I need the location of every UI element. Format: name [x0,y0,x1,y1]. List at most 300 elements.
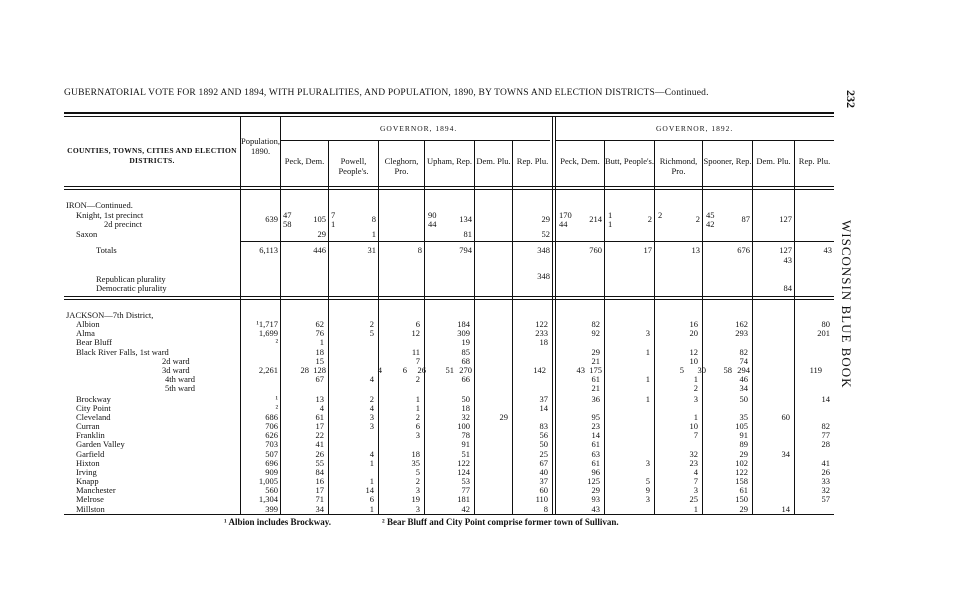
cell: 3 [369,421,374,431]
cell: 84 [783,283,792,293]
row-label: 2d ward [162,356,190,366]
cell: 78 [461,430,470,440]
cell: 348 [537,271,550,281]
cell: 50 [739,394,748,404]
cell: 60 [539,485,548,495]
cell: 44 [428,219,437,229]
cell: 56 [539,430,548,440]
cell: 29 [591,485,600,495]
cell: 5 [645,476,650,486]
row-label-rep-plurality: Republican plurality [96,274,166,284]
cell: 96 [591,467,600,477]
cell: 3 [645,494,650,504]
cell: 105 [735,421,748,431]
cell: 36 [591,394,600,404]
cell: 80 [821,319,830,329]
cell-pop: 2,261 [258,365,278,375]
cell: 43 [783,255,792,265]
row-label: 5th ward [165,383,195,393]
cell: 3 [415,504,420,514]
col-header-counties: COUNTIES, TOWNS, CITIES AND ELECTION DISTRICTS. [67,146,237,165]
footnote-2: ² Bear Bluff and City Point comprise former town of Sullivan. [382,517,619,527]
cell: 16 [689,319,698,329]
cell: 124 [457,467,470,477]
cell: 233 [535,328,548,338]
cell: 23 [689,458,698,468]
cell: 85 [461,347,470,357]
cell: 122 [457,458,470,468]
row-label: Knapp [76,476,99,486]
cell: 14 [539,403,548,413]
cell: 2 [693,383,698,393]
cell: 51 [445,365,454,375]
cell: 1 [693,504,698,514]
cell: 7 [415,356,420,366]
cell: 4 [693,467,698,477]
cell: 82 [739,347,748,357]
cell: 7 [693,430,698,440]
cell: 1 [369,504,374,514]
cell: 61 [591,374,600,384]
cell: 17 [315,485,324,495]
cell: 162 [735,319,748,329]
cell-pop: 696 [265,458,278,468]
cell-pop: 1,699 [258,328,278,338]
cell: 127 [779,214,792,224]
group-header-1894: GOVERNOR, 1894. [380,124,458,133]
col-header: Peck, Dem. [284,156,325,166]
cell: 84 [315,467,324,477]
cell: 71 [315,494,324,504]
cell: 32 [461,412,470,422]
col-header-population: Population, 1890. [241,136,280,156]
cell: 1 [369,458,374,468]
book-title: WISCONSIN BLUE BOOK [839,220,854,389]
cell: 119 [809,365,822,375]
cell: 42 [461,504,470,514]
cell: 18 [411,449,420,459]
cell: 760 [589,245,602,255]
cell: 2 [369,319,374,329]
cell: 6 [402,365,407,375]
cell: 77 [821,430,830,440]
cell: 51 [461,449,470,459]
col-rule [512,140,513,514]
cell: 17 [315,421,324,431]
cell: 1 [331,219,336,229]
cell-pop: 686 [265,412,278,422]
page-number: 232 [844,90,858,108]
row-label: Bear Bluff [76,337,112,347]
cell: 61 [591,458,600,468]
cell: 34 [315,504,324,514]
cell: 12 [689,347,698,357]
col-header: Butt, People's. [605,156,654,166]
cell: 58 [723,365,732,375]
col-header: Rep. Plu. [516,156,549,166]
cell: 30 [697,365,706,375]
cell: 1 [693,412,698,422]
cell: 91 [461,439,470,449]
cell: 2 [647,214,652,224]
cell: 1 [608,219,613,229]
cell: 142 [533,365,546,375]
cell: 34 [739,383,748,393]
cell: 89 [739,439,748,449]
row-label: Curran [76,421,100,431]
cell: 40 [539,467,548,477]
cell: 60 [781,412,790,422]
cell: 122 [535,319,548,329]
col-header: Spooner, Rep. [703,156,752,166]
cell-pop: ¹1,717 [256,319,278,329]
row-label: Irving [76,467,97,477]
cell: 270 [459,365,472,375]
cell: 127 [779,245,792,255]
row-label: 2d precinct [104,219,142,229]
cell: 293 [735,328,748,338]
cell-pop: 560 [265,485,278,495]
cell: 43 [591,504,600,514]
cell: 105 [313,214,326,224]
cell: 14 [821,394,830,404]
row-label: 3d ward [162,365,190,375]
cell: 10 [689,421,698,431]
col-header: Richmond, Pro. [659,156,698,176]
cell: 46 [739,374,748,384]
cell: 2 [658,210,663,220]
cell: 26 [821,467,830,477]
cell: 28 [821,439,830,449]
cell: 19 [461,337,470,347]
col-header: Upham, Rep. [426,156,473,166]
cell: 7 [331,210,336,220]
cell-pop: ² [275,337,278,347]
cell: 93 [591,494,600,504]
cell: 19 [411,494,420,504]
cell: 3 [369,412,374,422]
section-heading-jackson: JACKSON—7th District, [66,310,154,320]
cell: 125 [587,476,600,486]
cell: 13 [691,245,700,255]
col-rule [555,116,556,514]
cell: 17 [643,245,652,255]
col-header: Cleghorn, Pro. [384,156,419,176]
cell: 18 [539,337,548,347]
cell: 1 [645,347,650,357]
gov1894-rule [280,140,550,141]
cell: 44 [559,219,568,229]
cell: 23 [591,421,600,431]
col-header: Rep. Plu. [798,156,831,166]
cell: 309 [457,328,470,338]
cell-pop: ² [275,403,278,413]
cell-pop: 1,304 [258,494,278,504]
row-label: Garden Valley [76,439,125,449]
cell-pop: 703 [265,439,278,449]
cell: 7 [693,476,698,486]
cell: 43 [823,245,832,255]
cell: 25 [689,494,698,504]
cell: 29 [591,347,600,357]
cell: 1 [415,403,420,413]
cell: 62 [315,319,324,329]
cell-pop: 399 [265,504,278,514]
cell: 1 [608,210,613,220]
row-label: Millston [76,504,105,514]
cell: 32 [689,449,698,459]
cell: 3 [645,328,650,338]
cell: 4 [369,449,374,459]
cell: 95 [591,412,600,422]
cell: 34 [781,449,790,459]
cell-pop: 507 [265,449,278,459]
row-label: Knight, 1st precinct [76,210,144,220]
cell: 2 [415,476,420,486]
cell: 10 [689,356,698,366]
cell: 67 [315,374,324,384]
cell: 184 [457,319,470,329]
iron-end-rule-2 [64,299,834,300]
cell: 58 [283,219,292,229]
row-label-dem-plurality: Democratic plurality [96,283,167,293]
cell-pop: 909 [265,467,278,477]
cell: 90 [428,210,437,220]
cell: 16 [315,476,324,486]
cell: 61 [315,412,324,422]
cell: 201 [817,328,830,338]
cell: 1 [371,229,376,239]
row-label: Saxon [76,229,98,239]
col-rule [604,140,605,514]
cell-pop: ¹ [275,394,278,404]
cell: 4 [319,403,324,413]
cell: 134 [459,214,472,224]
cell: 68 [461,356,470,366]
cell: 4 [369,374,374,384]
cell: 3 [645,458,650,468]
row-label: Albion [76,319,100,329]
table-top-rule-2 [64,116,834,117]
cell: 47 [283,210,292,220]
cell: 37 [539,394,548,404]
cell: 29 [499,412,508,422]
row-label: Black River Falls, 1st ward [76,347,169,357]
cell: 28 [300,365,309,375]
cell: 14 [781,504,790,514]
col-header: Powell, People's. [338,156,369,176]
cell: 82 [591,319,600,329]
cell: 77 [461,485,470,495]
cell: 794 [459,245,472,255]
cell: 29 [541,214,550,224]
cell: 175 [589,365,602,375]
header-bottom-rule-2 [64,189,834,190]
cell: 82 [821,421,830,431]
cell: 21 [591,356,600,366]
cell: 110 [535,494,548,504]
row-label: City Point [76,403,111,413]
cell: 32 [821,485,830,495]
cell: 63 [591,449,600,459]
cell: 3 [415,485,420,495]
cell: 12 [411,328,420,338]
cell: 37 [539,476,548,486]
cell: 14 [365,485,374,495]
cell: 2 [695,214,700,224]
cell: 102 [735,458,748,468]
cell: 2 [415,374,420,384]
cell: 35 [411,458,420,468]
col-rule [280,116,281,514]
iron-end-rule [64,296,834,297]
cell: 4 [369,403,374,413]
cell: 6 [369,494,374,504]
cell: 50 [539,439,548,449]
cell: 18 [461,403,470,413]
cell: 26 [315,449,324,459]
cell: 9 [645,485,650,495]
cell: 348 [537,245,550,255]
cell: 53 [461,476,470,486]
col-rule [240,116,241,514]
cell: 42 [706,219,715,229]
cell-pop: 706 [265,421,278,431]
cell: 1 [369,476,374,486]
cell: 76 [315,328,324,338]
cell: 122 [735,467,748,477]
cell: 41 [315,439,324,449]
cell: 8 [417,245,422,255]
row-label: Alma [76,328,95,338]
cell-pop: 626 [265,430,278,440]
col-header: Dem. Plu. [476,156,511,166]
cell: 22 [315,430,324,440]
cell: 5 [415,467,420,477]
col-rule [552,116,553,514]
cell: 294 [737,365,750,375]
cell: 50 [461,394,470,404]
cell: 1 [645,394,650,404]
col-rule [654,140,655,514]
cell: 41 [821,458,830,468]
cell: 3 [415,430,420,440]
row-label: Cleveland [76,412,111,422]
cell: 20 [689,328,698,338]
cell: 214 [589,214,602,224]
footnote-1: ¹ Albion includes Brockway. [224,517,332,527]
row-label-totals: Totals [96,245,117,255]
cell: 4 [377,365,382,375]
cell: 55 [315,458,324,468]
col-rule [328,140,329,514]
cell: 128 [313,365,326,375]
cell: 45 [706,210,715,220]
row-label: 4th ward [165,374,195,384]
cell: 2 [415,412,420,422]
header-bottom-rule [64,186,834,187]
totals-rule [240,241,834,242]
row-label: Brockway [76,394,111,404]
cell: 83 [539,421,548,431]
cell: 2 [369,394,374,404]
cell: 8 [371,214,376,224]
cell: 8 [543,504,548,514]
cell: 31 [367,245,376,255]
cell: 57 [821,494,830,504]
cell: 1 [415,394,420,404]
cell: 100 [457,421,470,431]
cell: 1 [693,374,698,384]
cell: 15 [315,356,324,366]
row-label: Hixton [76,458,100,468]
cell: 18 [315,347,324,357]
group-header-1892: GOVERNOR, 1892. [656,124,734,133]
cell: 6 [415,421,420,431]
cell: 33 [821,476,830,486]
cell: 87 [741,214,750,224]
section-heading-iron: IRON—Continued. [66,200,133,210]
cell: 11 [411,347,420,357]
cell: 676 [737,245,750,255]
cell: 1 [319,337,324,347]
cell: 170 [559,210,572,220]
cell: 91 [739,430,748,440]
row-label: Manchester [76,485,116,495]
cell: 61 [739,485,748,495]
cell: 21 [591,383,600,393]
col-header: Dem. Plu. [756,156,791,166]
col-rule [702,140,703,514]
cell: 66 [461,374,470,384]
page-title: GUBERNATORIAL VOTE FOR 1892 AND 1894, WITH PLURALITIES, AND POPULATION, 1890, BY TOWNS AND ELECTION DISTRICTS—Continued. [64,88,709,98]
cell: 29 [317,229,326,239]
cell: 74 [739,356,748,366]
cell: 26 [417,365,426,375]
col-rule [752,140,753,514]
row-label: Franklin [76,430,105,440]
cell: 81 [463,229,472,239]
cell-pop: 1,005 [258,476,278,486]
cell: 14 [591,430,600,440]
cell: 181 [457,494,470,504]
row-label: Garfield [76,449,105,459]
cell: 3 [693,394,698,404]
cell: 13 [315,394,324,404]
cell: 5 [679,365,684,375]
side-margin [838,90,866,500]
cell: 5 [369,328,374,338]
cell: 6 [415,319,420,329]
table-bottom-rule [64,514,834,515]
col-rule [424,140,425,514]
col-rule [794,140,795,514]
gov1892-rule [556,140,834,141]
col-rule [474,140,475,514]
row-label: Melrose [76,494,104,504]
cell: 67 [539,458,548,468]
table-top-rule [64,112,834,114]
col-header: Peck, Dem. [560,156,600,166]
cell: 446 [313,245,326,255]
cell-pop: 6,113 [259,245,278,255]
cell: 61 [591,439,600,449]
cell: 52 [541,229,550,239]
cell: 1 [645,374,650,384]
cell: 92 [591,328,600,338]
cell: 43 [576,365,585,375]
cell: 158 [735,476,748,486]
